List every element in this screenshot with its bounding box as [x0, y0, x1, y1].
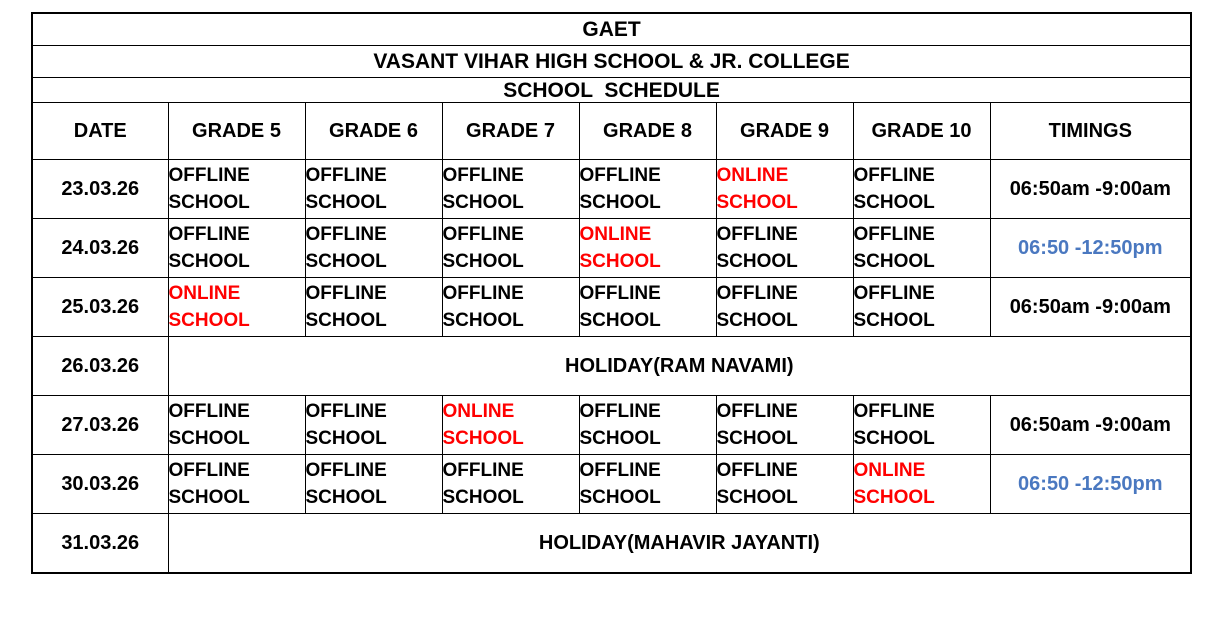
date-cell: 25.03.26: [32, 278, 168, 337]
mode-label: ONLINE: [442, 401, 515, 422]
school-label: SCHOOL: [305, 192, 387, 213]
mode-label: ONLINE: [579, 224, 652, 245]
mode-label: OFFLINE: [579, 165, 661, 186]
mode-label: OFFLINE: [579, 401, 661, 422]
timing-cell: 06:50 -12:50pm: [990, 219, 1191, 278]
school-label: SCHOOL: [305, 310, 387, 331]
grade-cell: [579, 160, 716, 219]
school-label: SCHOOL: [853, 251, 935, 272]
mode-label: OFFLINE: [305, 460, 387, 481]
org-title: GAET: [32, 13, 1191, 46]
school-label: SCHOOL: [853, 310, 935, 331]
mode-label: ONLINE: [168, 283, 241, 304]
timing-cell: 06:50am -9:00am: [990, 278, 1191, 337]
grade-cell: [853, 278, 990, 337]
school-label: SCHOOL: [442, 428, 524, 449]
grade-cell: [168, 160, 305, 219]
header-grade-6: GRADE 6: [305, 103, 442, 160]
school-label: SCHOOL: [442, 192, 524, 213]
timing-cell: 06:50 -12:50pm: [990, 455, 1191, 514]
mode-label: OFFLINE: [442, 165, 524, 186]
school-label: SCHOOL: [716, 251, 798, 272]
date-cell: 26.03.26: [32, 337, 168, 396]
table-row: [32, 396, 1191, 455]
school-label: SCHOOL: [305, 251, 387, 272]
holiday-row: [32, 514, 1191, 574]
mode-label: OFFLINE: [579, 283, 661, 304]
grade-cell: [716, 219, 853, 278]
grade-cell: [442, 278, 579, 337]
school-label: SCHOOL: [442, 487, 524, 508]
mode-label: OFFLINE: [442, 283, 524, 304]
mode-label: OFFLINE: [305, 283, 387, 304]
timing-cell: 06:50am -9:00am: [990, 160, 1191, 219]
mode-label: OFFLINE: [579, 460, 661, 481]
school-label: SCHOOL: [442, 310, 524, 331]
school-label: SCHOOL: [579, 192, 661, 213]
header-date: DATE: [32, 103, 168, 160]
mode-label: OFFLINE: [716, 224, 798, 245]
school-label: SCHOOL: [579, 310, 661, 331]
header-grade-9: GRADE 9: [716, 103, 853, 160]
school-label: SCHOOL: [716, 487, 798, 508]
grade-cell: [853, 219, 990, 278]
header-grade-5: GRADE 5: [168, 103, 305, 160]
mode-label: ONLINE: [716, 165, 789, 186]
date-cell: 24.03.26: [32, 219, 168, 278]
grade-cell: [168, 219, 305, 278]
grade-cell: [168, 278, 305, 337]
mode-label: OFFLINE: [305, 224, 387, 245]
mode-label: ONLINE: [853, 460, 926, 481]
schedule-body: [32, 13, 1191, 573]
school-label: SCHOOL: [442, 251, 524, 272]
table-row: [32, 455, 1191, 514]
school-label: SCHOOL: [168, 428, 250, 449]
grade-cell: [442, 396, 579, 455]
mode-label: OFFLINE: [853, 165, 935, 186]
mode-label: OFFLINE: [168, 460, 250, 481]
mode-label: OFFLINE: [442, 460, 524, 481]
school-label: SCHOOL: [579, 428, 661, 449]
grade-cell: [305, 455, 442, 514]
date-cell: 31.03.26: [32, 514, 168, 574]
grade-cell: [168, 396, 305, 455]
grade-cell: [168, 455, 305, 514]
grade-cell: [579, 455, 716, 514]
grade-cell: [305, 396, 442, 455]
mode-label: OFFLINE: [168, 224, 250, 245]
header-timings: TIMINGS: [990, 103, 1191, 160]
school-label: SCHOOL: [168, 310, 250, 331]
holiday-row: [32, 337, 1191, 396]
grade-cell: [305, 278, 442, 337]
holiday-cell: HOLIDAY(RAM NAVAMI): [168, 337, 1191, 396]
school-label: SCHOOL: [579, 487, 661, 508]
school-label: SCHOOL: [168, 251, 250, 272]
grade-cell: [305, 160, 442, 219]
mode-label: OFFLINE: [716, 401, 798, 422]
school-label: SCHOOL: [716, 192, 798, 213]
grade-cell: [442, 219, 579, 278]
mode-label: OFFLINE: [853, 224, 935, 245]
grade-cell: [716, 278, 853, 337]
schedule-title: SCHOOL SCHEDULE: [32, 78, 1191, 103]
school-label: SCHOOL: [716, 428, 798, 449]
mode-label: OFFLINE: [442, 224, 524, 245]
school-label: SCHOOL: [853, 487, 935, 508]
grade-cell: [716, 160, 853, 219]
mode-label: OFFLINE: [168, 401, 250, 422]
mode-label: OFFLINE: [305, 165, 387, 186]
grade-cell: [579, 219, 716, 278]
school-label: SCHOOL: [716, 310, 798, 331]
school-label: SCHOOL: [305, 487, 387, 508]
grade-cell: [442, 160, 579, 219]
school-label: SCHOOL: [853, 428, 935, 449]
mode-label: OFFLINE: [305, 401, 387, 422]
mode-label: OFFLINE: [716, 460, 798, 481]
holiday-cell: HOLIDAY(MAHAVIR JAYANTI): [168, 514, 1191, 574]
grade-cell: [853, 455, 990, 514]
header-grade-10: GRADE 10: [853, 103, 990, 160]
grade-cell: [853, 160, 990, 219]
grade-cell: [716, 396, 853, 455]
grade-cell: [853, 396, 990, 455]
grade-cell: [579, 396, 716, 455]
header-row: [32, 103, 1191, 160]
school-label: SCHOOL: [168, 487, 250, 508]
date-cell: 23.03.26: [32, 160, 168, 219]
date-cell: 27.03.26: [32, 396, 168, 455]
school-label: SCHOOL: [305, 428, 387, 449]
grade-cell: [442, 455, 579, 514]
date-cell: 30.03.26: [32, 455, 168, 514]
mode-label: OFFLINE: [168, 165, 250, 186]
schedule-table: [31, 12, 1192, 574]
mode-label: OFFLINE: [853, 283, 935, 304]
mode-label: OFFLINE: [716, 283, 798, 304]
school-label: SCHOOL: [168, 192, 250, 213]
mode-label: OFFLINE: [853, 401, 935, 422]
grade-cell: [716, 455, 853, 514]
table-row: [32, 160, 1191, 219]
school-label: SCHOOL: [853, 192, 935, 213]
header-grade-8: GRADE 8: [579, 103, 716, 160]
school-name: VASANT VIHAR HIGH SCHOOL & JR. COLLEGE: [32, 46, 1191, 78]
school-label: SCHOOL: [579, 251, 661, 272]
table-row: [32, 278, 1191, 337]
grade-cell: [305, 219, 442, 278]
table-row: [32, 219, 1191, 278]
timing-cell: 06:50am -9:00am: [990, 396, 1191, 455]
grade-cell: [579, 278, 716, 337]
header-grade-7: GRADE 7: [442, 103, 579, 160]
